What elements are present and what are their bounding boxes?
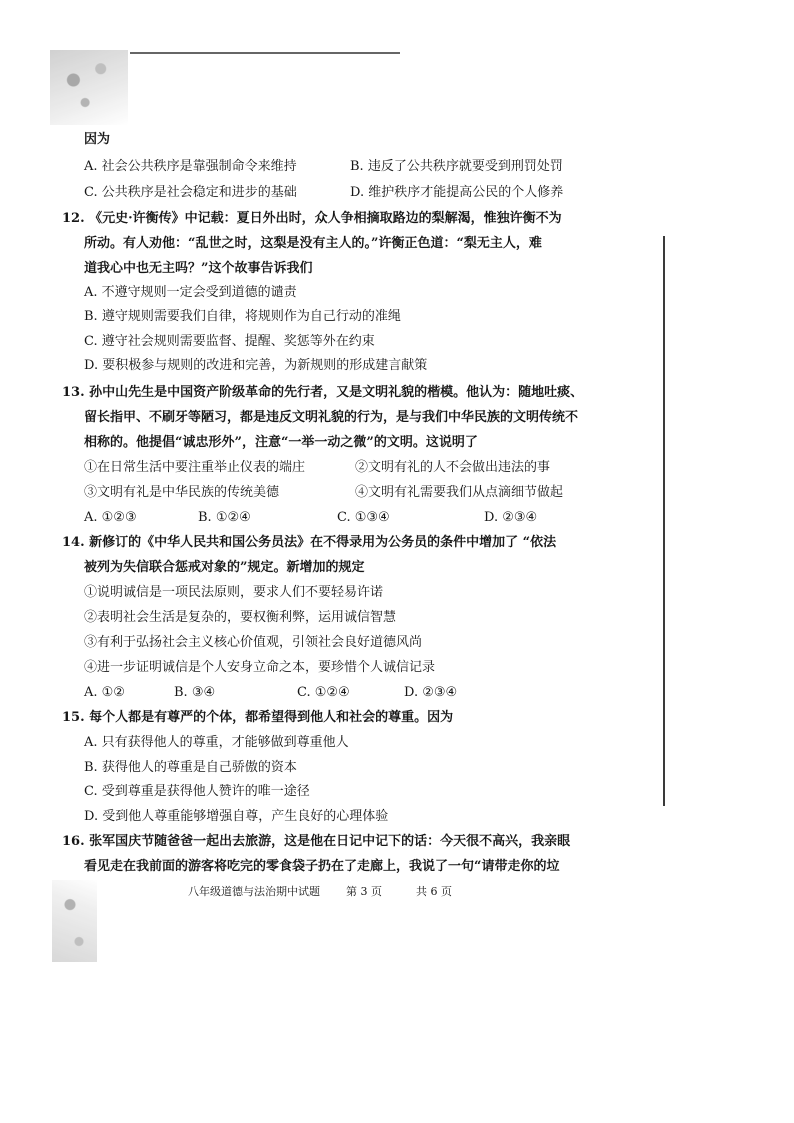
q14-choice-d: D. ②③④: [404, 685, 458, 700]
margin-line: [663, 236, 665, 806]
q12-stem-line: 道我心中也无主吗？”这个故事告诉我们: [84, 261, 313, 276]
q11-stem-tail: 因为: [84, 132, 111, 147]
q15-stem-line: 15. 每个人都是有尊严的个体，都希望得到他人和社会的尊重。因为: [62, 710, 454, 725]
q14-statement-2: ②表明社会生活是复杂的，要权衡利弊，运用诚信智慧: [84, 610, 397, 625]
q14-choice-b: B. ③④: [174, 685, 216, 700]
q13-choice-b: B. ①②④: [198, 510, 251, 525]
q15-option-d: D. 受到他人尊重能够增强自尊，产生良好的心理体验: [84, 809, 389, 824]
q14-stem-line: 被列为失信联合惩戒对象的”规定。新增加的规定: [84, 560, 365, 575]
footer-title: 八年级道德与法治期中试题: [188, 885, 320, 898]
q11-option-b: B. 违反了公共秩序就要受到刑罚处罚: [350, 159, 563, 174]
q13-statement-4: ④文明有礼需要我们从点滴细节做起: [355, 485, 564, 500]
q13-choice-a: A. ①②③: [84, 510, 137, 525]
q13-choice-c: C. ①③④: [337, 510, 390, 525]
q14-statement-4: ④进一步证明诚信是个人安身立命之本，要珍惜个人诚信记录: [84, 660, 436, 675]
q15-option-c: C. 受到尊重是获得他人赞许的唯一途径: [84, 784, 310, 799]
top-rule: [130, 52, 400, 54]
q13-choice-d: D. ②③④: [484, 510, 538, 525]
q13-statement-1: ①在日常生活中要注重举止仪表的端庄: [84, 460, 306, 475]
q12-option-a: A. 不遵守规则一定会受到道德的谴责: [84, 285, 297, 300]
q12-option-c: C. 遵守社会规则需要监督、提醒、奖惩等外在约束: [84, 334, 375, 349]
q16-stem-line: 16. 张军国庆节随爸爸一起出去旅游，这是他在日记中记下的话：今天很不高兴，我亲眼: [62, 834, 571, 849]
q11-option-a: A. 社会公共秩序是靠强制命令来维持: [84, 159, 297, 174]
q12-option-b: B. 遵守规则需要我们自律，将规则作为自己行动的准绳: [84, 309, 401, 324]
q13-statement-3: ③文明有礼是中华民族的传统美德: [84, 485, 280, 500]
q13-stem-line: 留长指甲、不刷牙等陋习，都是违反文明礼貌的行为，是与我们中华民族的文明传统不: [84, 410, 579, 425]
footer-page-number: 第 3 页: [346, 885, 382, 898]
q14-statement-1: ①说明诚信是一项民法原则，要求人们不要轻易许诺: [84, 585, 384, 600]
footer-total-pages: 共 6 页: [416, 885, 452, 898]
q11-option-d: D. 维护秩序才能提高公民的个人修养: [350, 185, 564, 200]
q12-stem-line: 所动。有人劝他：“乱世之时，这梨是没有主人的。”许衡正色道：“梨无主人，难: [84, 236, 542, 251]
q15-option-b: B. 获得他人的尊重是自己骄傲的资本: [84, 760, 297, 775]
q12-stem-line: 12. 《元史·许衡传》中记载：夏日外出时，众人争相摘取路边的梨解渴，惟独许衡不为: [62, 211, 562, 226]
q16-stem-line: 看见走在我前面的游客将吃完的零食袋子扔在了走廊上，我说了一句“请带走你的垃: [84, 859, 560, 874]
q11-option-c: C. 公共秩序是社会稳定和进步的基础: [84, 185, 297, 200]
q14-choice-a: A. ①②: [84, 685, 125, 700]
q15-option-a: A. 只有获得他人的尊重，才能够做到尊重他人: [84, 735, 349, 750]
q12-option-d: D. 要积极参与规则的改进和完善，为新规则的形成建言献策: [84, 358, 428, 373]
scan-artifact: [52, 880, 97, 962]
q14-stem-line: 14. 新修订的《中华人民共和国公务员法》在不得录用为公务员的条件中增加了 “依法: [62, 535, 557, 550]
q14-statement-3: ③有利于弘扬社会主义核心价值观，引领社会良好道德风尚: [84, 635, 423, 650]
q13-stem-line: 相称的。他提倡“诚忠形外”，注意“一举一动之微”的文明。这说明了: [84, 435, 478, 450]
q14-choice-c: C. ①②④: [297, 685, 350, 700]
q13-stem-line: 13. 孙中山先生是中国资产阶级革命的先行者，又是文明礼貌的楷模。他认为：随地吐痰、: [62, 385, 584, 400]
scan-artifact: [50, 50, 128, 125]
q13-statement-2: ②文明有礼的人不会做出违法的事: [355, 460, 551, 475]
